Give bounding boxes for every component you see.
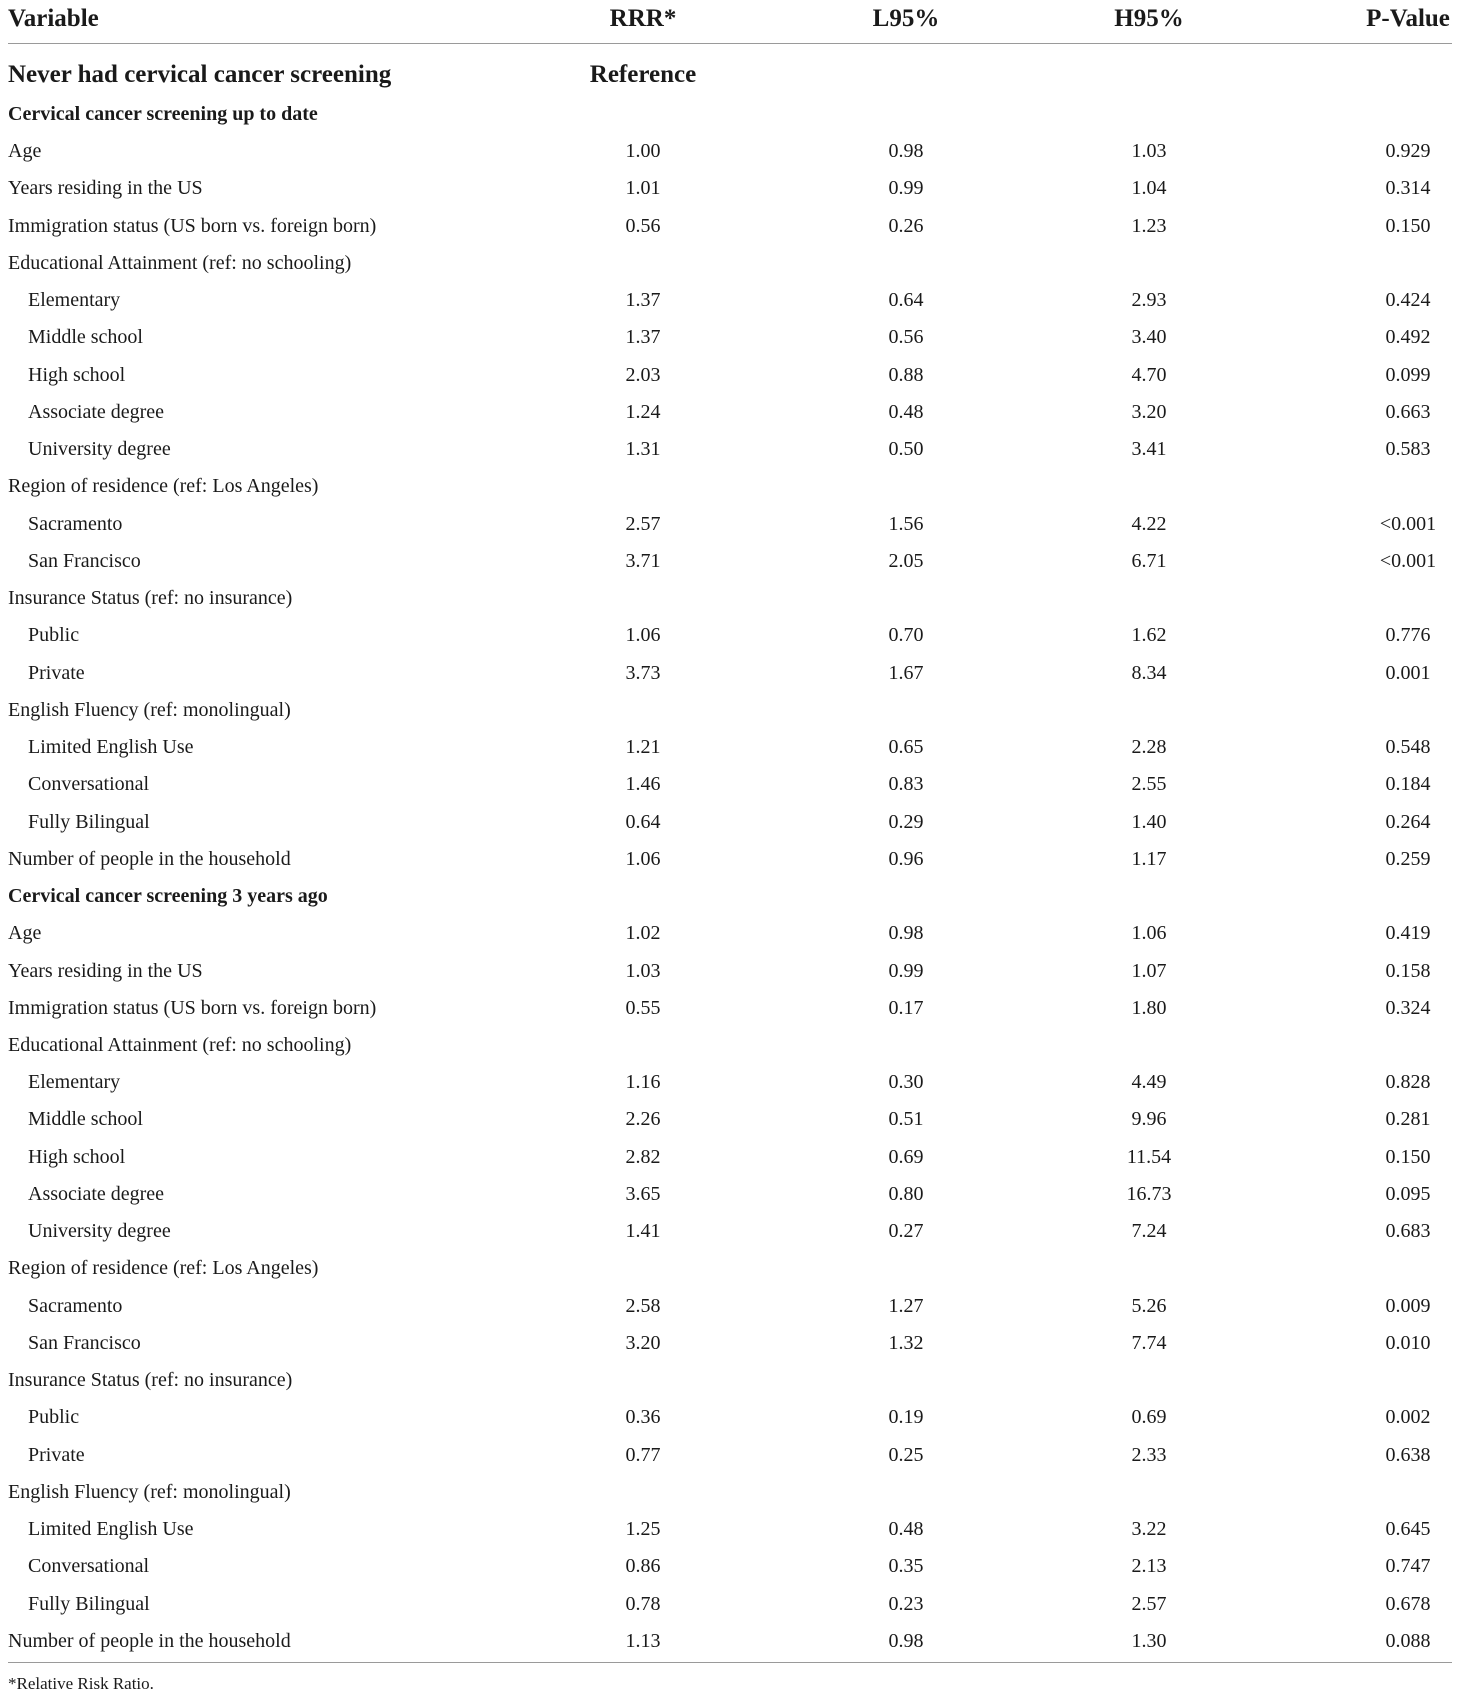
cell-l95: 0.70 — [888, 624, 924, 647]
footnote: *Relative Risk Ratio. — [8, 1674, 154, 1693]
row-label: Educational Attainment (ref: no schooling) — [8, 251, 352, 274]
cell-rrr: 2.58 — [625, 1294, 661, 1317]
row-label: Associate degree — [28, 1182, 165, 1205]
cell-l95: 0.96 — [888, 847, 924, 870]
cell-pvalue: 0.324 — [1385, 996, 1431, 1019]
footer-rule — [8, 1662, 1452, 1663]
cell-rrr: 0.78 — [625, 1592, 661, 1615]
row-label: Elementary — [28, 289, 121, 312]
cell-h95: 6.71 — [1131, 549, 1167, 572]
row-label: Public — [28, 624, 80, 647]
row-label: University degree — [28, 438, 171, 461]
table-row — [0, 617, 1460, 654]
row-label: Educational Attainment (ref: no schooling) — [8, 1034, 352, 1056]
row-label: University degree — [28, 1220, 171, 1243]
cell-pvalue: 0.184 — [1385, 773, 1431, 796]
cell-l95: 1.67 — [888, 661, 924, 684]
row-label: Associate degree — [28, 400, 165, 423]
cell-l95: 0.51 — [888, 1108, 924, 1131]
row-label: Middle school — [28, 326, 143, 349]
cell-rrr: 3.71 — [625, 549, 661, 572]
cell-rrr: 0.36 — [625, 1406, 661, 1429]
row-label: High school — [28, 363, 126, 386]
table-row — [0, 394, 1460, 431]
cell-h95: 1.04 — [1131, 177, 1167, 200]
cell-h95: 1.80 — [1131, 996, 1167, 1019]
table-row — [0, 1027, 1460, 1064]
header-variable: Variable — [8, 5, 99, 32]
table-row — [0, 543, 1460, 580]
table-row — [0, 468, 1460, 505]
cell-pvalue: 0.747 — [1385, 1555, 1431, 1578]
row-label: Elementary — [28, 1071, 121, 1094]
table-row — [0, 1586, 1460, 1623]
cell-l95: 1.56 — [888, 512, 924, 535]
cell-rrr: 3.73 — [625, 661, 661, 684]
reference-row — [0, 56, 1460, 92]
row-label: Region of residence (ref: Los Angeles) — [8, 475, 319, 498]
row-label: Fully Bilingual — [28, 810, 150, 833]
header-rule — [8, 43, 1452, 44]
table-row — [0, 1213, 1460, 1250]
row-label: Immigration status (US born vs. foreign born) — [8, 996, 377, 1019]
cell-pvalue: 0.281 — [1385, 1108, 1431, 1131]
cell-h95: 3.20 — [1131, 400, 1167, 423]
cell-pvalue: 0.678 — [1385, 1592, 1431, 1615]
cell-pvalue: 0.424 — [1385, 289, 1431, 312]
cell-rrr: 0.77 — [625, 1443, 661, 1466]
section-title: Cervical cancer screening 3 years ago — [8, 885, 328, 908]
table-row — [0, 170, 1460, 207]
table-row — [0, 1474, 1460, 1511]
table-row — [0, 841, 1460, 878]
cell-pvalue: <0.001 — [1379, 549, 1437, 572]
cell-rrr: 1.00 — [625, 140, 661, 163]
row-label: Number of people in the household — [8, 847, 291, 870]
row-label: Fully Bilingual — [28, 1592, 150, 1615]
table-row — [0, 1548, 1460, 1585]
row-label: Age — [8, 922, 42, 945]
cell-l95: 2.05 — [888, 549, 924, 572]
cell-rrr: 0.55 — [625, 996, 661, 1019]
table-row — [0, 133, 1460, 170]
cell-h95: 1.06 — [1131, 922, 1167, 945]
cell-h95: 1.30 — [1131, 1629, 1167, 1652]
row-label: Public — [28, 1406, 80, 1429]
row-label: Sacramento — [28, 512, 123, 535]
cell-pvalue: 0.929 — [1385, 140, 1431, 163]
table-row — [0, 1288, 1460, 1325]
table-row — [0, 1362, 1460, 1399]
cell-h95: 4.70 — [1131, 363, 1167, 386]
cell-rrr: 1.01 — [625, 177, 661, 200]
cell-pvalue: 0.638 — [1385, 1443, 1431, 1466]
cell-h95: 2.13 — [1131, 1555, 1167, 1578]
cell-l95: 0.98 — [888, 1629, 924, 1652]
cell-l95: 0.17 — [888, 996, 924, 1019]
cell-l95: 0.65 — [888, 736, 924, 759]
row-label: Conversational — [28, 773, 150, 796]
row-label: Middle school — [28, 1108, 143, 1131]
reference-label: Never had cervical cancer screening — [8, 61, 392, 88]
cell-h95: 2.33 — [1131, 1443, 1167, 1466]
cell-l95: 0.80 — [888, 1182, 924, 1205]
row-label: Region of residence (ref: Los Angeles) — [8, 1257, 319, 1280]
cell-h95: 4.22 — [1131, 512, 1167, 535]
cell-pvalue: 0.583 — [1385, 438, 1431, 461]
table-row — [0, 431, 1460, 468]
cell-rrr: 2.03 — [625, 363, 661, 386]
cell-h95: 1.17 — [1131, 847, 1167, 870]
cell-rrr: 0.56 — [625, 214, 661, 237]
cell-rrr: 1.13 — [625, 1629, 661, 1652]
cell-pvalue: 0.088 — [1385, 1629, 1431, 1652]
row-label: Insurance Status (ref: no insurance) — [8, 587, 293, 610]
cell-pvalue: 0.492 — [1385, 326, 1431, 349]
table-row — [0, 729, 1460, 766]
cell-h95: 2.55 — [1131, 773, 1167, 796]
cell-l95: 0.48 — [888, 400, 924, 423]
cell-rrr: 3.65 — [625, 1182, 661, 1205]
section-header — [0, 96, 1460, 133]
cell-rrr: 1.21 — [625, 736, 661, 759]
cell-pvalue: 0.419 — [1385, 922, 1431, 945]
row-label: Insurance Status (ref: no insurance) — [8, 1369, 293, 1392]
cell-h95: 2.28 — [1131, 736, 1167, 759]
cell-h95: 1.07 — [1131, 959, 1167, 982]
row-label: Age — [8, 140, 42, 163]
cell-pvalue: 0.099 — [1385, 363, 1431, 386]
cell-pvalue: 0.010 — [1385, 1331, 1431, 1354]
table-row — [0, 1176, 1460, 1213]
cell-l95: 1.32 — [888, 1331, 924, 1354]
row-label: Number of people in the household — [8, 1629, 291, 1652]
cell-rrr: 2.82 — [625, 1145, 661, 1168]
cell-h95: 16.73 — [1126, 1182, 1172, 1205]
cell-h95: 2.57 — [1131, 1592, 1167, 1615]
row-label: San Francisco — [28, 549, 141, 572]
cell-l95: 0.99 — [888, 959, 924, 982]
cell-rrr: 1.31 — [625, 438, 661, 461]
cell-rrr: 1.06 — [625, 624, 661, 647]
header-l95: L95% — [872, 5, 940, 32]
table-row — [0, 692, 1460, 729]
cell-l95: 0.64 — [888, 289, 924, 312]
cell-pvalue: 0.002 — [1385, 1406, 1431, 1429]
cell-rrr: 2.57 — [625, 512, 661, 535]
header-pvalue: P-Value — [1366, 5, 1450, 32]
cell-pvalue: 0.259 — [1385, 847, 1431, 870]
cell-rrr: 1.37 — [625, 326, 661, 349]
cell-h95: 3.40 — [1131, 326, 1167, 349]
cell-h95: 7.74 — [1131, 1331, 1167, 1354]
cell-pvalue: 0.095 — [1385, 1182, 1431, 1205]
cell-pvalue: 0.150 — [1385, 1145, 1431, 1168]
header-rrr: RRR* — [609, 5, 677, 32]
row-label: Conversational — [28, 1555, 150, 1578]
table-row — [0, 953, 1460, 990]
cell-rrr: 1.24 — [625, 400, 661, 423]
cell-l95: 0.98 — [888, 140, 924, 163]
table-row — [0, 1623, 1460, 1660]
table-row — [0, 1101, 1460, 1138]
cell-pvalue: 0.645 — [1385, 1518, 1431, 1541]
table-row — [0, 1250, 1460, 1287]
cell-l95: 0.30 — [888, 1071, 924, 1094]
cell-pvalue: 0.683 — [1385, 1220, 1431, 1243]
table-row — [0, 245, 1460, 282]
cell-l95: 0.27 — [888, 1220, 924, 1243]
cell-h95: 1.40 — [1131, 810, 1167, 833]
cell-rrr: 0.86 — [625, 1555, 661, 1578]
cell-l95: 0.99 — [888, 177, 924, 200]
cell-h95: 11.54 — [1126, 1145, 1172, 1168]
table-row — [0, 804, 1460, 841]
cell-rrr: 1.06 — [625, 847, 661, 870]
row-label: Years residing in the US — [8, 177, 203, 200]
cell-h95: 1.23 — [1131, 214, 1167, 237]
row-label: Limited English Use — [28, 1518, 194, 1541]
table-row — [0, 357, 1460, 394]
cell-l95: 0.83 — [888, 773, 924, 796]
table-row — [0, 655, 1460, 692]
cell-rrr: 1.03 — [625, 959, 661, 982]
cell-rrr: 3.20 — [625, 1331, 661, 1354]
cell-pvalue: 0.001 — [1385, 661, 1431, 684]
table-row — [0, 319, 1460, 356]
cell-rrr: 1.41 — [625, 1220, 661, 1243]
row-label: Immigration status (US born vs. foreign born) — [8, 214, 377, 237]
section-header — [0, 878, 1460, 915]
cell-pvalue: 0.150 — [1385, 214, 1431, 237]
row-label: Private — [28, 1443, 85, 1466]
table-row — [0, 1325, 1460, 1362]
cell-pvalue: 0.548 — [1385, 736, 1431, 759]
reference-value: Reference — [589, 61, 697, 88]
table-row — [0, 1064, 1460, 1101]
cell-h95: 1.03 — [1131, 140, 1167, 163]
table-row — [0, 282, 1460, 319]
cell-h95: 7.24 — [1131, 1220, 1167, 1243]
cell-rrr: 1.02 — [625, 922, 661, 945]
cell-h95: 3.22 — [1131, 1518, 1167, 1541]
row-label: San Francisco — [28, 1331, 141, 1354]
cell-h95: 2.93 — [1131, 289, 1167, 312]
cell-l95: 0.35 — [888, 1555, 924, 1578]
cell-pvalue: 0.828 — [1385, 1071, 1431, 1094]
table-row — [0, 208, 1460, 245]
cell-h95: 1.62 — [1131, 624, 1167, 647]
table-row — [0, 1511, 1460, 1548]
cell-l95: 0.19 — [888, 1406, 924, 1429]
cell-pvalue: 0.158 — [1385, 959, 1431, 982]
cell-l95: 0.50 — [888, 438, 924, 461]
cell-h95: 8.34 — [1131, 661, 1167, 684]
cell-l95: 0.88 — [888, 363, 924, 386]
table-row — [0, 1399, 1460, 1436]
table-row — [0, 915, 1460, 952]
table-row — [0, 1437, 1460, 1474]
cell-h95: 3.41 — [1131, 438, 1167, 461]
cell-h95: 4.49 — [1131, 1071, 1167, 1094]
cell-l95: 1.27 — [888, 1294, 924, 1317]
table-row — [0, 1139, 1460, 1176]
cell-rrr: 2.26 — [625, 1108, 661, 1131]
cell-pvalue: 0.663 — [1385, 400, 1431, 423]
cell-h95: 0.69 — [1131, 1406, 1167, 1429]
cell-l95: 0.98 — [888, 922, 924, 945]
row-label: Private — [28, 661, 85, 684]
cell-l95: 0.69 — [888, 1145, 924, 1168]
row-label: High school — [28, 1145, 126, 1168]
cell-pvalue: 0.776 — [1385, 624, 1431, 647]
table-row — [0, 580, 1460, 617]
row-label: Limited English Use — [28, 736, 194, 759]
header-h95: H95% — [1114, 5, 1184, 32]
cell-l95: 0.48 — [888, 1518, 924, 1541]
cell-l95: 0.29 — [888, 810, 924, 833]
table-row — [0, 506, 1460, 543]
cell-l95: 0.26 — [888, 214, 924, 237]
cell-h95: 5.26 — [1131, 1294, 1167, 1317]
cell-rrr: 1.16 — [625, 1071, 661, 1094]
row-label: Years residing in the US — [8, 959, 203, 982]
cell-l95: 0.25 — [888, 1443, 924, 1466]
cell-l95: 0.23 — [888, 1592, 924, 1615]
cell-rrr: 1.37 — [625, 289, 661, 312]
cell-pvalue: 0.314 — [1385, 177, 1431, 200]
row-label: English Fluency (ref: monolingual) — [8, 1480, 291, 1503]
table-row — [0, 990, 1460, 1027]
cell-rrr: 1.46 — [625, 773, 661, 796]
cell-pvalue: <0.001 — [1379, 512, 1437, 535]
section-title: Cervical cancer screening up to date — [8, 103, 318, 125]
cell-rrr: 1.25 — [625, 1518, 661, 1541]
row-label: English Fluency (ref: monolingual) — [8, 698, 291, 721]
cell-pvalue: 0.264 — [1385, 810, 1431, 833]
cell-rrr: 0.64 — [625, 810, 661, 833]
table-row — [0, 766, 1460, 803]
cell-pvalue: 0.009 — [1385, 1294, 1431, 1317]
cell-h95: 9.96 — [1131, 1108, 1167, 1131]
row-label: Sacramento — [28, 1294, 123, 1317]
cell-l95: 0.56 — [888, 326, 924, 349]
